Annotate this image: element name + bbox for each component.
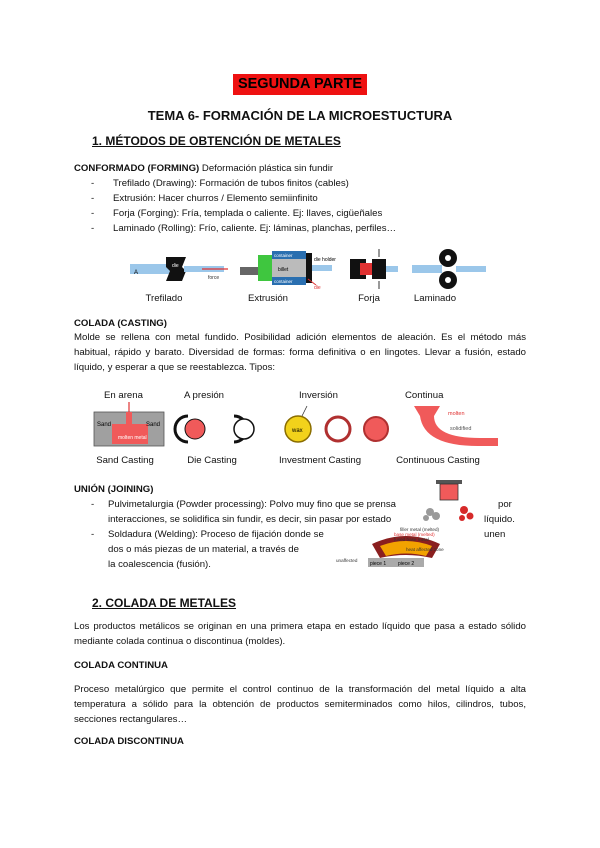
svg-text:A: A: [134, 270, 139, 276]
union-item2-line1: Soldadura (Welding): Proceso de fijación donde se: [108, 529, 324, 540]
caption-die-casting: Die Casting: [187, 455, 237, 466]
conformado-list: [91, 177, 531, 236]
sand-label-right: Sand: [146, 422, 161, 428]
extrusion-die-label: die: [314, 285, 321, 291]
list-item: - Forja (Forging): Fría, templada o caliente. Ej: llaves, cigüeñales: [91, 207, 531, 222]
welding-figure: [336, 524, 482, 570]
type-a-presion: A presión: [184, 390, 225, 401]
caption-continuous-casting: Continuous Casting: [396, 455, 480, 466]
union-item1-line2: interacciones, se solidifica sin fundir, es decir, sin pasar por estado: [108, 514, 392, 525]
conformado-line: [74, 162, 333, 177]
haz-label: heat affected zone: [406, 547, 444, 552]
caption-investment-casting: Investment Casting: [278, 455, 362, 466]
drawing-figure: [130, 257, 228, 281]
union-item1-line2-end: líquido.: [484, 514, 515, 525]
union-item2-line1-end: unen: [484, 529, 506, 540]
unaffected-label: unaffected: [336, 558, 358, 563]
dash-1: -: [91, 499, 95, 510]
topic-title: TEMA 6- FORMACIÓN DE LA MICROESTUCTURA: [147, 108, 453, 123]
list-item: - Extrusión: Hacer churros / Elemento semiinfinito: [91, 192, 531, 207]
sand-label-left: Sand: [97, 422, 112, 428]
investment-casting-figure: [285, 406, 388, 442]
colada-discontinua-label: COLADA DISCONTINUA: [74, 736, 184, 747]
type-continua: Continua: [405, 390, 444, 401]
union-item2-line2: dos o más piezas de un material, a través de: [108, 544, 299, 555]
colada-label: COLADA (CASTING): [74, 318, 167, 329]
casting-figures: [88, 402, 508, 452]
caption-extrusion: Extrusión: [248, 293, 288, 304]
fused-base-label: fused base metal: [394, 537, 429, 542]
list-item: - Laminado (Rolling): Frío, caliente. Ej: láminas, planchas, perfiles…: [91, 222, 531, 237]
piece1-label: piece 1: [370, 561, 387, 567]
union-item1-line1: Pulvimetalurgia (Powder processing): Polvo muy fino que se prensa: [108, 499, 396, 510]
continuous-casting-figure: [414, 406, 498, 446]
billet-label: billet: [278, 267, 289, 273]
caption-forja: Forja: [358, 293, 380, 304]
type-en-arena: En arena: [104, 390, 143, 401]
union-item2-line3: la coalescencia (fusión).: [108, 559, 211, 570]
die-holder-label: die holder: [314, 257, 336, 263]
part-title: SEGUNDA PARTE: [233, 74, 367, 95]
wax-label: wax: [292, 428, 303, 434]
section-2-heading: 2. COLADA DE METALES: [92, 596, 237, 610]
container-label-bottom: container: [274, 279, 293, 284]
rolling-figure: [412, 249, 486, 289]
conformado-label: CONFORMADO (FORMING): [74, 163, 200, 174]
solidified-label: solidified: [450, 426, 472, 432]
molten-metal-label: molten metal: [118, 435, 147, 441]
colada-continua-text: Proceso metalúrgico que permite el control continuo de la transformación del metal líquido a alta temperatura a sólido para la obtención de productos semiterminados como hilos, cilindros, tubos, secciones rectangulares…: [74, 684, 526, 725]
section-1-heading: 1. MÉTODOS DE OBTENCIÓN DE METALES: [92, 134, 341, 148]
filler-label: filler metal (melted): [400, 527, 440, 532]
piece2-label: piece 2: [398, 561, 415, 567]
caption-laminado: Laminado: [413, 293, 457, 304]
sand-casting-figure: [94, 402, 164, 446]
forging-figure: [350, 249, 398, 289]
union-item1-line1-end: por: [498, 499, 512, 510]
caption-sand-casting: Sand Casting: [96, 455, 154, 466]
extrusion-figure: [240, 251, 336, 291]
colada-text: Molde se rellena con metal fundido. Posibilidad adición elementos de aleación. Es el método más habitual, rápido y barato. Diversidad de formas: forma definitiva o en lingotes. Llevar a fusión, estado líquido, y esperar a que se reestablezca. Tipos:: [74, 332, 526, 373]
base-melted-label: base metal (melted): [394, 532, 435, 537]
powder-figure: [418, 478, 484, 524]
die-casting-figure: [175, 416, 254, 442]
die-label: die: [172, 263, 179, 269]
type-inversion: Inversión: [299, 390, 338, 401]
forming-figures: [128, 247, 488, 291]
container-label-top: container: [274, 253, 293, 258]
colada-continua-label: COLADA CONTINUA: [74, 660, 168, 671]
molten-label: molten: [448, 411, 465, 417]
section2-intro: Los productos metálicos se originan en una primera etapa en estado líquido que pasa a estado sólido mediante colada continua o discontinua (moldes).: [74, 621, 526, 647]
caption-trefilado: Trefilado: [145, 293, 183, 304]
conformado-desc: Deformación plástica sin fundir: [199, 163, 334, 174]
list-item: - Trefilado (Drawing): Formación de tubos finitos (cables): [91, 177, 531, 192]
force-label: force: [208, 275, 220, 281]
union-label: UNIÓN (JOINING): [74, 484, 154, 495]
dash-2: -: [91, 529, 95, 540]
